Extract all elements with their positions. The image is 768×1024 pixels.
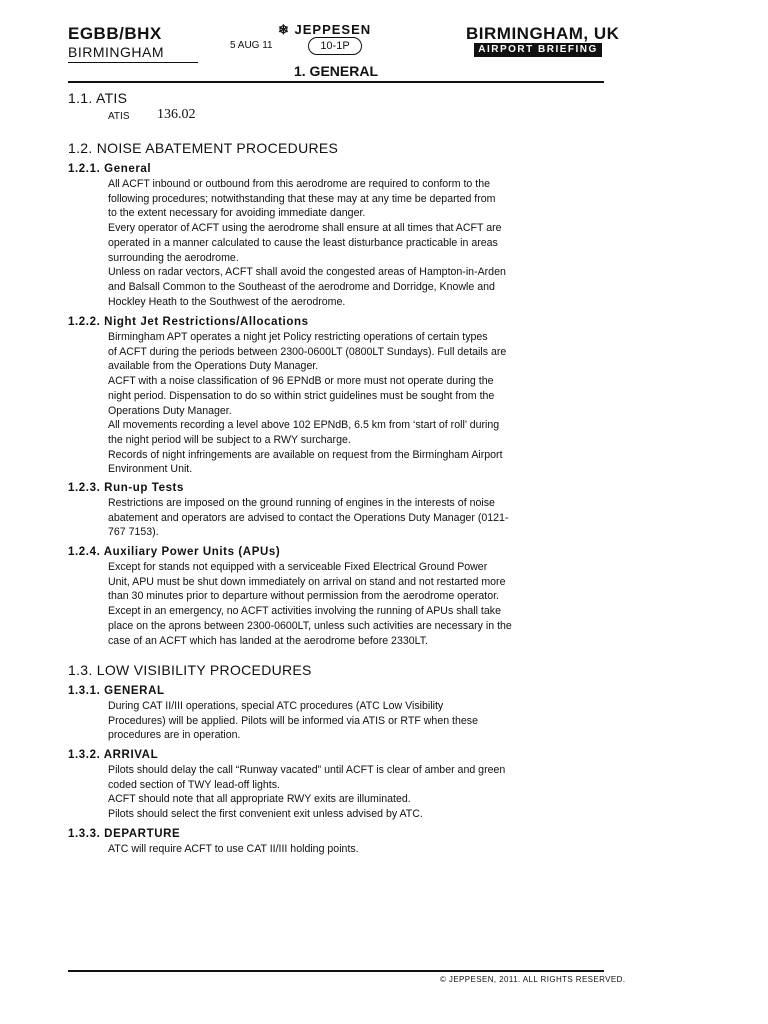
text-line: to the extent necessary for avoiding immediate danger.: [108, 207, 366, 220]
departure-text: [108, 842, 602, 857]
text-line: Unless on radar vectors, ACFT shall avoid the congested areas of Hampton-in-Arden: [108, 266, 506, 279]
text-line: of ACFT during the periods between 2300-0600LT (0800LT Sundays). Full details are: [108, 345, 507, 358]
text-line: surrounding the aerodrome.: [108, 251, 239, 264]
section-title: 1. GENERAL: [293, 63, 378, 79]
text-line: 767 7153).: [108, 526, 159, 539]
lvp-heading: 1.3. LOW VISIBILITY PROCEDURES: [68, 662, 312, 678]
text-line: Restrictions are imposed on the ground running of engines in the interests of noise: [108, 497, 495, 509]
text-line: following procedures; notwithstanding that these may at any time be departed from: [108, 192, 496, 205]
text-line: Records of night infringements are available on request from the Birmingham Airport: [108, 448, 503, 461]
noise-general-heading: 1.2.1. General: [68, 163, 152, 175]
apu-heading: 1.2.4. Auxiliary Power Units (APUs): [68, 546, 281, 558]
arrival-heading: 1.3.2. ARRIVAL: [68, 749, 159, 761]
text-line: procedures are in operation.: [108, 729, 241, 742]
night-jet-heading: 1.2.2. Night Jet Restrictions/Allocations: [68, 316, 309, 328]
text-line: Operations Duty Manager.: [108, 404, 232, 417]
jeppesen-logo: ❄ JEPPESEN: [278, 22, 372, 37]
atis-label: ATIS: [108, 111, 130, 122]
text-line: place on the aprons between 2300-0600LT, unless such activities are necessary in the: [108, 619, 512, 632]
text-line: night period. Dispensation to do so within strict guidelines must be sought from the: [108, 389, 495, 402]
text-line: Unit, APU must be shut down immediately on arrival on stand and not restarted more: [108, 575, 506, 588]
chart-type-banner: AIRPORT BRIEFING: [474, 43, 602, 57]
apu-text: [108, 560, 602, 648]
text-line: Environment Unit.: [108, 463, 193, 476]
footer-rule: [68, 970, 604, 972]
runup-heading: 1.2.3. Run-up Tests: [68, 482, 184, 494]
lvp-general-heading: 1.3.1. GENERAL: [68, 685, 165, 697]
text-line: Pilots should select the first convenient exit unless advised by ATC.: [108, 808, 423, 821]
noise-general-text: [108, 177, 602, 309]
text-line: Pilots should delay the call “Runway vacated” until ACFT is clear of amber and green: [108, 764, 506, 776]
runup-text: [108, 496, 602, 540]
text-line: Every operator of ACFT using the aerodrome shall ensure at all times that ACFT are: [108, 222, 502, 235]
night-jet-text: [108, 330, 602, 477]
airport-city: BIRMINGHAM: [68, 44, 164, 60]
departure-heading: 1.3.3. DEPARTURE: [68, 828, 181, 840]
atis-heading: 1.1. ATIS: [68, 90, 128, 106]
text-line: available from the Operations Duty Manager.: [108, 360, 319, 373]
text-line: case of an ACFT which has landed at the aerodrome before 2330LT.: [108, 634, 428, 647]
text-line: Hockley Heath to the Southwest of the aerodrome.: [108, 295, 346, 308]
text-line: abatement and operators are advised to contact the Operations Duty Manager (0121-: [108, 511, 509, 524]
lvp-general-text: [108, 699, 602, 743]
text-line: ACFT with a noise classification of 96 EPNdB or more must not operate during the: [108, 375, 494, 388]
text-line: During CAT II/III operations, special ATC procedures (ATC Low Visibility: [108, 700, 444, 712]
chart-date: 5 AUG 11: [230, 40, 273, 51]
copyright-notice: © JEPPESEN, 2011. ALL RIGHTS RESERVED.: [440, 975, 626, 984]
text-line: Birmingham APT operates a night jet Policy restricting operations of certain types: [108, 331, 488, 343]
header-rule: [68, 81, 604, 83]
text-line: the night period will be subject to a RWY surcharge.: [108, 433, 351, 446]
text-line: and Balsall Common to the Southeast of the aerodrome and Dorridge, Knowle and: [108, 280, 495, 293]
text-line: ATC will require ACFT to use CAT II/III holding points.: [108, 843, 359, 855]
text-line: All movements recording a level above 102 EPNdB, 6.5 km from ‘start of roll’ during: [108, 419, 500, 432]
text-line: coded section of TWY lead-off lights.: [108, 778, 280, 791]
arrival-text: [108, 763, 602, 822]
text-line: than 30 minutes prior to departure without permission from the aerodrome operator.: [108, 590, 499, 603]
noise-heading: 1.2. NOISE ABATEMENT PROCEDURES: [68, 140, 339, 156]
chart-number: 10-1P: [308, 37, 362, 55]
text-line: All ACFT inbound or outbound from this aerodrome are required to conform to the: [108, 178, 490, 190]
text-line: ACFT should note that all appropriate RWY exits are illuminated.: [108, 793, 411, 806]
text-line: operated in a manner calculated to cause the least disturbance practicable in areas: [108, 236, 498, 249]
text-line: Procedures) will be applied. Pilots will be informed via ATIS or RTF when these: [108, 714, 478, 727]
text-line: Except for stands not equipped with a serviceable Fixed Electrical Ground Power: [108, 561, 488, 573]
text-line: Except in an emergency, no ACFT activities involving the running of APUs shall take: [108, 605, 501, 618]
location-title: BIRMINGHAM, UK: [466, 24, 620, 43]
atis-frequency: 136.02: [157, 107, 196, 122]
airport-code: EGBB/BHX: [68, 24, 162, 43]
